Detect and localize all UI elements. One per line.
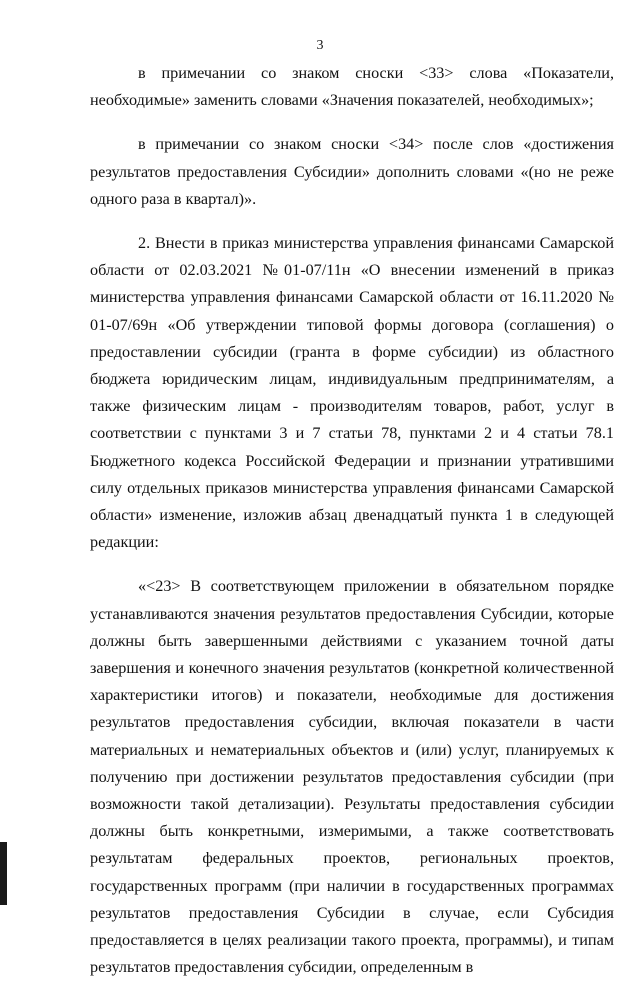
paragraph-item-2: 2. Внести в приказ министерства управления финансами Самарской области от 02.03.2021 №01-07/11н «О внесении изменений в приказ министерства управления финансами Самарской области от 16.11.2020 № 01-07/69н «Об утверждении типовой формы договора (соглашения) о предоставлении субсидии (гранта в форме субсидии) из областного бюджета юридическим лицам, индивидуальным предпринимателям, а также физическим лицам - производителям товаров, работ, услуг в соответствии с пунктами 3 и 7 статьи 78, пунктами 2 и 4 статьи 78.1 Бюджетного кодекса Российской Федерации и признании утратившими силу отдельных приказов министерства управления финансами Самарской области» изменение, изложив абзац двенадцатый пункта 1 в следующей редакции:: [90, 234, 614, 552]
scan-edge-mark: [0, 842, 7, 905]
paragraph-note-33: в примечании со знаком сноски <33> слова «Показатели, необходимые» заменить словами «Значения показателей, необходимых»;: [90, 64, 614, 110]
paragraph-note-34: в примечании со знаком сноски <34> после слов «достижения результатов предоставления Субсидии» дополнить словами «(но не реже одного раза в квартал)».: [90, 135, 614, 208]
document-body: [90, 60, 614, 982]
page-number: 3: [316, 38, 324, 53]
paragraph-footnote-23: «<23> В соответствующем приложении в обязательном порядке устанавливаются значения результатов предоставления Субсидии, которые должны быть завершенными действиями с указанием точной даты завершения и конечного значения результатов (конкретной количественной характеристики итогов) и показатели, необходимые для достижения результатов предоставления субсидии, включая показатели в части материальных и нематериальных объектов и (или) услуг, планируемых к получению при достижении результатов предоставления субсидии (при возможности такой детализации). Результаты предоставления субсидии должны быть конкретными, измеримыми, а также соответствовать результатам федеральных проектов, региональных проектов, государственных программ (при наличии в государственных программах результатов предоставления Субсидии в случае, если Субсидия предоставляется в целях реализации такого проекта, программы), и типам результатов предоставления субсидии, определенным в: [90, 577, 614, 977]
